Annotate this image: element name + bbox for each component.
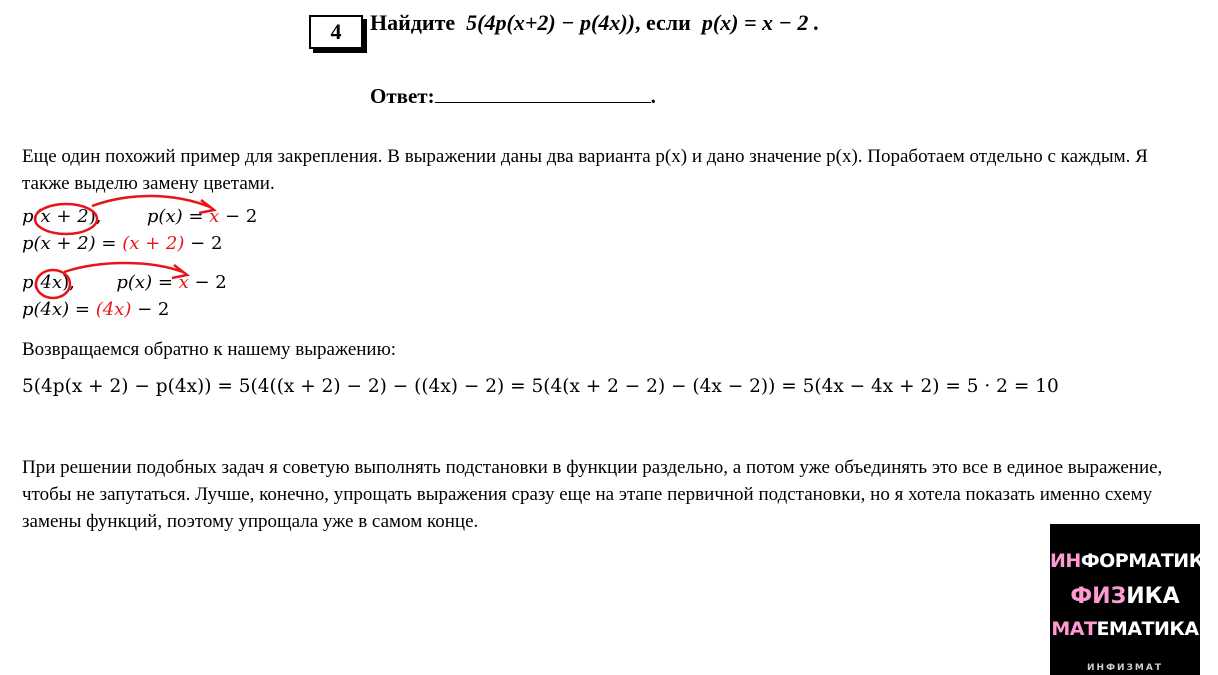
infizmat-logo — [1050, 524, 1218, 675]
subst2-def-p: p(x) = — [116, 272, 179, 293]
return-text: Возвращаемся обратно к нашему выражению: — [22, 339, 397, 360]
logo-line-informatika — [1050, 550, 1218, 572]
logo-line3-rest: ЕМАТИКА — [1096, 618, 1199, 640]
subst1-result-lhs: p(x + 2) = — [22, 233, 123, 254]
logo-line1-rest: ФОРМАТИКА — [1080, 550, 1218, 572]
subst1-result-red: (x + 2) — [122, 233, 185, 254]
logo-line-fizika — [1050, 584, 1200, 609]
task-condition-word: , если — [635, 10, 691, 35]
subst2-def-rest: − 2 — [188, 272, 227, 293]
advice-paragraph: При решении подобных задач я советую выполнять подстановки в функции раздельно, а потом уже объединять это все в единое выражение, чтобы не запутаться. Лучше, конечно, упрощать выражения сразу еще на этапе первичной подстановки, но я хотела показать именно схему замены функций, поэтому упрощала уже в самом конце. — [22, 457, 1163, 532]
logo-line-matematika — [1050, 618, 1200, 640]
subst1-def-p: p(x) = — [146, 206, 210, 227]
logo-caption: ИНФИЗМАТ — [1087, 663, 1163, 673]
logo-line2-rest: ИКА — [1126, 584, 1180, 609]
logo-line2-accent: ФИЗ — [1070, 584, 1127, 609]
task-number: 4 — [330, 19, 342, 44]
answer-label: Ответ: — [370, 84, 435, 108]
subst2-result-lhs: p(4x) = — [22, 299, 96, 320]
subst2-arg: 4x — [40, 272, 63, 293]
answer-dot: . — [650, 84, 656, 108]
task-verb: Найдите — [370, 10, 456, 35]
arrow-1 — [92, 196, 210, 207]
intro-paragraph: Еще один похожий пример для закрепления. В выражении даны два варианта p(x) и дано значение p(x). Поработаем отдельно с каждым. Я также выделю замену цветами. — [22, 146, 1148, 194]
subst1-arg: x + 2 — [40, 206, 89, 227]
circle-arg-2 — [36, 270, 70, 298]
circle-arg-1 — [35, 204, 97, 234]
task-condition: p(x) = x − 2 . — [701, 10, 820, 35]
subst2-result-rest: − 2 — [131, 299, 170, 320]
subst1-def-rest: − 2 — [219, 206, 258, 227]
subst1-close: ), — [88, 206, 102, 227]
arrow-2 — [64, 263, 183, 272]
subst1-p: p( — [22, 206, 41, 227]
subst2-result-red: (4x) — [95, 299, 132, 320]
subst2-close: ), — [62, 272, 75, 293]
task-expression: 5(4p(x+2) − p(4x)) — [466, 10, 635, 35]
subst1-result-rest: − 2 — [184, 233, 223, 254]
subst2-p: p( — [22, 272, 41, 293]
subst1-def-x: x — [209, 206, 220, 227]
main-equation: 5(4p(x + 2) − p(4x)) = 5(4((x + 2) − 2) − ((4x) − 2) = 5(4(x + 2 − 2) − (4x − 2)) = 5(4x − 4x + 2) = 5 · 2 = 10 — [22, 376, 1059, 397]
subst2-def-x: x — [178, 272, 189, 293]
logo-line3-accent: МАТ — [1051, 618, 1097, 640]
logo-line1-accent: ИН — [1050, 550, 1081, 572]
